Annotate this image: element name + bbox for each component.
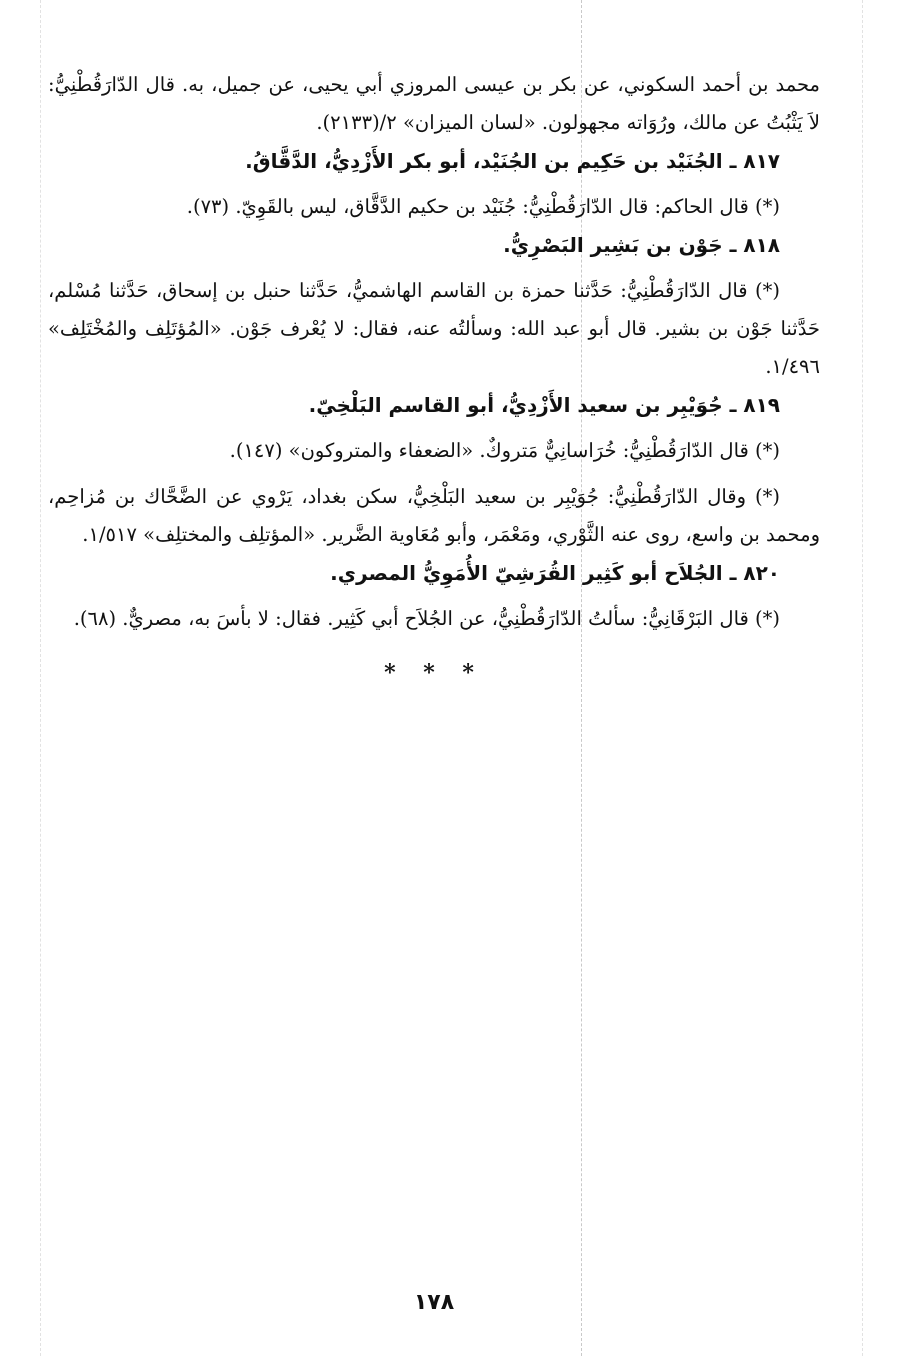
entry-heading: ٨١٨ ـ جَوْن بن بَشِير البَصْرِيُّ.	[503, 233, 780, 257]
entry-817	[48, 142, 820, 226]
scan-fold-line	[40, 0, 41, 1356]
entry-heading: ٨١٩ ـ جُوَيْبِر بن سعيد الأَزْدِيُّ، أبو القاسم البَلْخِيّ.	[308, 393, 780, 417]
entry-820	[48, 554, 820, 638]
entry-heading: ٨١٧ ـ الجُنَيْد بن حَكِيم بن الجُنَيْد، أبو بكر الأَزْدِيُّ، الدَّقَّاقُ.	[245, 149, 780, 173]
entry-819	[48, 386, 820, 554]
page-body	[48, 66, 820, 692]
intro-paragraph: محمد بن أحمد السكوني، عن بكر بن عيسى المروزي أبي يحيى، عن جميل، به. قال الدّارَقُطْنِيُّ: لاَ يَثْبُتُ عن مالك، ورُوَاته مجهولون. «لسان الميزان» ٢/(٢١٣٣).	[48, 73, 820, 134]
page-number: ١٧٨	[413, 1290, 455, 1315]
entry-paragraph: (*) قال البَرْقَانِيُّ: سألتُ الدّارَقُطْنِيُّ، عن الجُلاَح أبي كَثِير. فقال: لا بأسَ به، مصريٌّ. (٦٨).	[73, 607, 780, 630]
entry-heading: ٨٢٠ ـ الجُلاَح أبو كَثِير القُرَشِيّ الأُمَوِيُّ المصري.	[330, 561, 780, 585]
entry-paragraph: (*) قال الحاكم: قال الدّارَقُطْنِيُّ: جُنَيْد بن حكيم الدَّقَّاق، ليس بالقَوِيّ. (٧٣).	[186, 195, 780, 218]
scan-fold-line	[862, 0, 863, 1356]
entry-818	[48, 226, 820, 386]
section-separator: * * *	[384, 660, 484, 686]
entry-paragraph: (*) قال الدّارَقُطْنِيُّ: حَدَّثنا حمزة بن القاسم الهاشميُّ، حَدَّثنا حنبل بن إسحاق، حَدَّثنا مُسْلم، حَدَّثنا جَوْن بن بشير. قال أبو عبد الله: وسألتُه عنه، فقال: لا يُعْرف جَوْن. «المُؤتَلِف والمُخْتَلِف» ١/٤٩٦.	[48, 279, 820, 378]
entry-paragraph: (*) قال الدّارَقُطْنِيُّ: خُرَاسانِيٌّ مَتروكٌ. «الضعفاء والمتروكون» (١٤٧).	[229, 439, 780, 462]
entry-paragraph: (*) وقال الدّارَقُطْنِيُّ: جُوَيْبِر بن سعيد البَلْخِيُّ، سكن بغداد، يَرْوي عن الضَّحَّاك بن مُزاحِم، ومحمد بن واسع، روى عنه الثَّوْري، ومَعْمَر، وأبو مُعَاوية الضَّرير. «المؤتلِف والمختلِف» ١/٥١٧.	[48, 485, 820, 546]
